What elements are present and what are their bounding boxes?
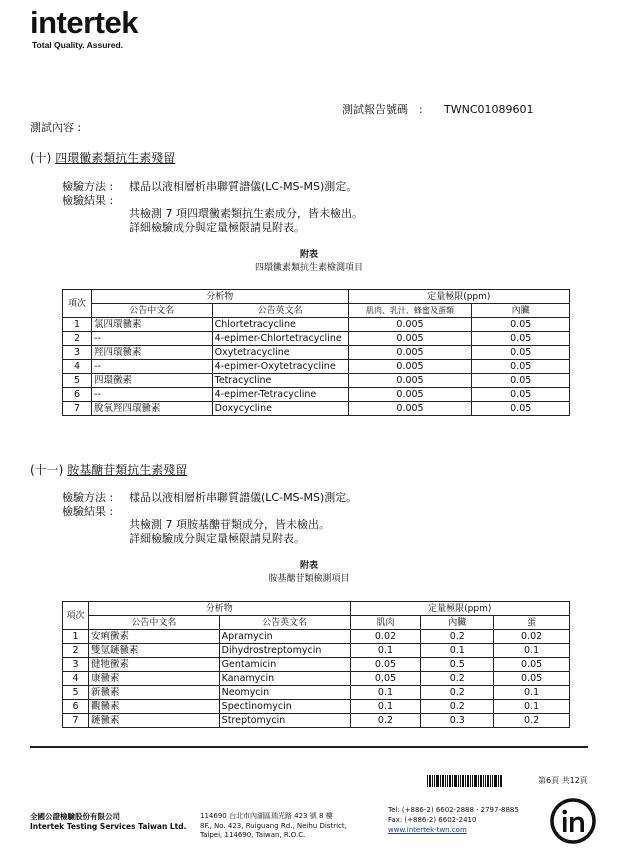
address-en-1: 8F., No. 423, Ruiguang Rd., Neihu District, <box>200 822 347 830</box>
report-number-label: 測試報告號碼 : <box>342 103 423 116</box>
row-zh: 觀黴素 <box>88 700 219 714</box>
row-en: Doxycycline <box>212 402 348 416</box>
row-zh: 康黴素 <box>88 672 219 686</box>
row-en: Chlortetracycline <box>212 318 348 332</box>
row-no: 2 <box>63 332 92 346</box>
table-row <box>63 700 570 714</box>
row-no: 7 <box>63 714 89 728</box>
row-b: 0.05 <box>472 332 570 346</box>
header-col1: 肌肉、乳汁、蜂蜜及蛋類 <box>348 304 472 318</box>
row-en: Spectinomycin <box>219 700 350 714</box>
table-row <box>63 686 570 700</box>
row-zh: 氯四環黴素 <box>91 318 212 332</box>
company-name-en: Intertek Testing Services Taiwan Ltd. <box>30 822 187 831</box>
row-zh: 脫氧羥四環黴素 <box>91 402 212 416</box>
row-en: 4-epimer-Oxytetracycline <box>212 360 348 374</box>
row-c: 0.2 <box>494 714 570 728</box>
test-content-label: 測試內容 : <box>30 121 82 134</box>
row-zh: 健牠黴素 <box>88 658 219 672</box>
table-row <box>63 388 570 402</box>
row-c: 0.1 <box>494 644 570 658</box>
row-c: 0.05 <box>494 672 570 686</box>
company-name-zh: 全國公證檢驗股份有限公司 <box>30 812 120 821</box>
header-en: 公告英文名 <box>219 616 350 630</box>
section-10-title: 四環黴素類抗生素殘留 <box>55 151 176 165</box>
header-col2: 內臟 <box>421 616 494 630</box>
row-c: 0.1 <box>494 700 570 714</box>
result-text-1: 共檢測 7 項胺基醣苷類成分，皆未檢出。 <box>129 518 330 531</box>
row-zh: 雙氫鏈黴素 <box>88 644 219 658</box>
row-zh: -- <box>91 332 212 346</box>
telephone: Tel: (+886-2) 6602-2888 · 2797-8885 <box>388 806 519 814</box>
row-en: Streptomycin <box>219 714 350 728</box>
result-text-1: 共檢測 7 項四環黴素類抗生素成分，皆未檢出。 <box>129 207 363 220</box>
row-b: 0.05 <box>472 388 570 402</box>
row-a: 0.005 <box>348 360 472 374</box>
row-b: 0.05 <box>472 374 570 388</box>
row-zh: 羥四環黴素 <box>91 346 212 360</box>
address-en-2: Taipei, 114690, Taiwan, R.O.C. <box>200 831 306 839</box>
section-11-title: 胺基醣苷類抗生素殘留 <box>67 463 188 477</box>
row-c: 0.1 <box>494 686 570 700</box>
table-row <box>63 658 570 672</box>
table-caption: 附表 <box>299 561 318 571</box>
intertek-in-logo-icon <box>548 796 598 846</box>
table-row <box>63 402 570 416</box>
method-label: 檢驗方法 : <box>62 180 114 193</box>
row-b: 0.05 <box>472 318 570 332</box>
row-en: Apramycin <box>219 630 350 644</box>
result-label: 檢驗結果 : <box>62 194 114 207</box>
table-row <box>63 630 570 644</box>
header-analyte: 分析物 <box>88 602 350 616</box>
row-b: 0.2 <box>421 672 494 686</box>
page-number: 第6頁 共12頁 <box>538 776 588 785</box>
row-a: 0.05 <box>350 672 421 686</box>
table-caption: 附表 <box>299 250 318 260</box>
table-row <box>63 672 570 686</box>
fax: Fax: (+886-2) 6602-2410 <box>388 816 477 824</box>
row-zh: 安痢黴素 <box>88 630 219 644</box>
row-no: 2 <box>63 644 89 658</box>
row-en: 4-epimer-Chlortetracycline <box>212 332 348 346</box>
address-zh: 114690 台北市內湖區瑞光路 423 號 8 樓 <box>200 812 333 820</box>
row-a: 0.005 <box>348 374 472 388</box>
table-subcaption: 胺基醣苷類檢測項目 <box>268 574 350 584</box>
row-b: 0.2 <box>421 630 494 644</box>
header-no: 項次 <box>63 602 89 630</box>
row-c: 0.02 <box>494 630 570 644</box>
table-subcaption: 四環黴素類抗生素檢測項目 <box>254 263 363 273</box>
row-b: 0.2 <box>421 686 494 700</box>
report-number: TWNC01089601 <box>444 103 534 116</box>
row-no: 3 <box>63 346 92 360</box>
row-b: 0.05 <box>472 360 570 374</box>
row-a: 0.1 <box>350 686 421 700</box>
row-b: 0.05 <box>472 402 570 416</box>
header-analyte: 分析物 <box>91 290 348 304</box>
row-zh: 四環黴素 <box>91 374 212 388</box>
tagline: Total Quality. Assured. <box>32 40 123 50</box>
row-en: Gentamicin <box>219 658 350 672</box>
row-b: 0.2 <box>421 700 494 714</box>
header-loq: 定量極限(ppm) <box>348 290 569 304</box>
table-row <box>63 318 570 332</box>
row-no: 4 <box>63 672 89 686</box>
row-zh: 新黴素 <box>88 686 219 700</box>
header-loq: 定量極限(ppm) <box>350 602 569 616</box>
table-row <box>63 644 570 658</box>
section-11-number: (十一) <box>30 463 64 477</box>
table-row <box>63 346 570 360</box>
row-a: 0.005 <box>348 332 472 346</box>
header-zh: 公告中文名 <box>91 304 212 318</box>
row-no: 5 <box>63 686 89 700</box>
table-row <box>63 360 570 374</box>
barcode-icon <box>427 775 503 787</box>
row-b: 0.05 <box>472 346 570 360</box>
row-en: Tetracycline <box>212 374 348 388</box>
row-b: 0.1 <box>421 644 494 658</box>
header-zh: 公告中文名 <box>88 616 219 630</box>
table-row <box>63 714 570 728</box>
header-col3: 蛋 <box>494 616 570 630</box>
header-col2: 內臟 <box>472 304 570 318</box>
row-no: 6 <box>63 700 89 714</box>
row-a: 0.2 <box>350 714 421 728</box>
section-10-heading <box>30 151 175 166</box>
row-no: 1 <box>63 318 92 332</box>
row-en: Kanamycin <box>219 672 350 686</box>
section-10-number: (十) <box>30 151 52 165</box>
row-zh: -- <box>91 388 212 402</box>
result-label: 檢驗結果 : <box>62 505 114 518</box>
row-a: 0.05 <box>350 658 421 672</box>
row-no: 3 <box>63 658 89 672</box>
row-en: Neomycin <box>219 686 350 700</box>
row-c: 0.05 <box>494 658 570 672</box>
row-a: 0.005 <box>348 346 472 360</box>
row-a: 0.005 <box>348 402 472 416</box>
row-a: 0.02 <box>350 630 421 644</box>
table-row <box>63 332 570 346</box>
tetracycline-table <box>62 289 570 416</box>
row-zh: -- <box>91 360 212 374</box>
section-11-heading <box>30 463 187 478</box>
header-no: 項次 <box>63 290 92 318</box>
row-a: 0.005 <box>348 318 472 332</box>
row-b: 0.5 <box>421 658 494 672</box>
row-zh: 鏈黴素 <box>88 714 219 728</box>
row-no: 1 <box>63 630 89 644</box>
header-en: 公告英文名 <box>212 304 348 318</box>
row-en: Oxytetracycline <box>212 346 348 360</box>
method-label: 檢驗方法 : <box>62 491 114 504</box>
row-no: 4 <box>63 360 92 374</box>
header-col1: 肌肉 <box>350 616 421 630</box>
intertek-logo: intertek <box>30 5 138 40</box>
footer-divider <box>30 746 588 748</box>
row-no: 6 <box>63 388 92 402</box>
website-link[interactable]: www.intertek-twn.com <box>388 826 467 834</box>
result-text-2: 詳細檢驗成分與定量極限請見附表。 <box>129 221 305 234</box>
aminoglycoside-table <box>62 601 570 728</box>
row-en: Dihydrostreptomycin <box>219 644 350 658</box>
row-a: 0.1 <box>350 644 421 658</box>
table-row <box>63 374 570 388</box>
method-text: 樣品以液相層析串聯質譜儀(LC-MS-MS)測定。 <box>129 180 358 193</box>
row-a: 0.1 <box>350 700 421 714</box>
row-b: 0.3 <box>421 714 494 728</box>
row-no: 7 <box>63 402 92 416</box>
result-text-2: 詳細檢驗成分與定量極限請見附表。 <box>129 532 305 545</box>
row-no: 5 <box>63 374 92 388</box>
method-text: 樣品以液相層析串聯質譜儀(LC-MS-MS)測定。 <box>129 491 358 504</box>
row-a: 0.005 <box>348 388 472 402</box>
row-en: 4-epimer-Tetracycline <box>212 388 348 402</box>
